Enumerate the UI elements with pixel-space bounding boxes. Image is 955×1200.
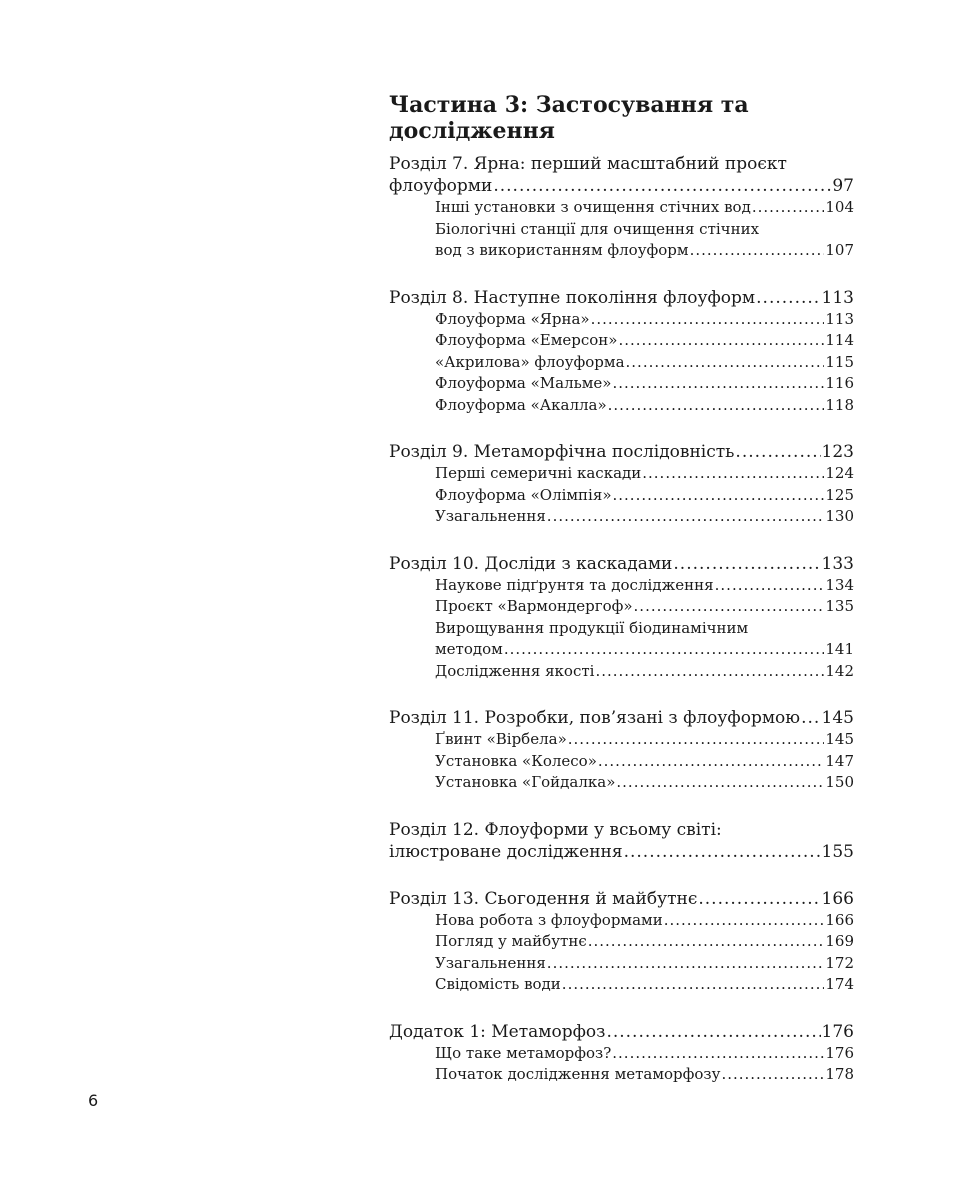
dot-leader [588, 931, 825, 953]
entry-title: Узагальнення [435, 507, 546, 525]
entry-page: 113 [821, 287, 854, 308]
dot-leader [673, 553, 820, 575]
entry-page: 104 [825, 198, 854, 216]
table-of-contents [389, 153, 854, 1111]
section-row [389, 910, 854, 932]
dot-leader [642, 463, 824, 485]
section-row [389, 639, 854, 661]
section-row [389, 596, 854, 618]
entry-page: 147 [825, 751, 854, 770]
entry-page: 125 [825, 485, 854, 504]
entry-page: 178 [825, 1065, 854, 1083]
dot-leader [504, 639, 825, 661]
section-title-line: Вирощування продукції біодинамічним [435, 618, 749, 637]
dot-leader [616, 772, 824, 794]
chapter-row [389, 175, 854, 197]
entry-page: 116 [825, 374, 854, 392]
section-row [389, 352, 854, 374]
dot-leader [618, 330, 824, 352]
part-title: Частина 3: Застосування та дослідження [389, 92, 749, 144]
entry-page: 174 [825, 975, 854, 993]
entry-title: вод з використанням флоуформ [435, 241, 689, 259]
entry-title: Наукове підґрунтя та дослідження [435, 575, 714, 594]
section-row [389, 931, 854, 953]
chapter-row [389, 1021, 854, 1043]
entry-page: 172 [825, 953, 854, 972]
dot-leader [613, 485, 825, 507]
entry-title: Ґвинт «Вірбела» [435, 730, 567, 748]
dot-leader [715, 575, 825, 597]
entry-title: Додаток 1: Метаморфоз [389, 1021, 606, 1042]
entry-page: 130 [825, 507, 854, 525]
chapter-block [389, 1021, 854, 1086]
section-row [389, 309, 854, 331]
entry-title: Флоуформа «Олімпія» [435, 485, 612, 504]
dot-leader [626, 352, 825, 374]
entry-page: 141 [825, 640, 854, 658]
entry-title: Флоуформа «Акалла» [435, 395, 607, 414]
section-row [389, 506, 854, 528]
chapter-block [389, 888, 854, 996]
entry-page: 97 [832, 176, 854, 196]
entry-title: Розділ 9. Метаморфічна послідовність [389, 442, 735, 462]
entry-title: Початок дослідження метаморфозу [435, 1065, 721, 1083]
section-title-line: Біологічні станції для очищення стічних [435, 219, 760, 238]
section-row [389, 1043, 854, 1065]
chapter-row [389, 888, 854, 910]
chapter-row [389, 553, 854, 575]
entry-title: Перші семеричні каскади [435, 464, 642, 482]
chapter-title-line: Розділ 12. Флоуформи у всьому світі: [389, 819, 722, 840]
chapter-title-line: Розділ 7. Ярна: перший масштабний проєкт [389, 154, 787, 174]
dot-leader [634, 596, 825, 618]
entry-page: 114 [825, 331, 854, 349]
entry-title: Розділ 8. Наступне покоління флоуформ [389, 287, 756, 308]
dot-leader [756, 287, 820, 309]
dot-leader [598, 751, 824, 773]
entry-page: 155 [821, 841, 854, 862]
dot-leader [591, 309, 825, 331]
entry-title: Розділ 10. Досліди з каскадами [389, 553, 673, 574]
chapter-block [389, 819, 854, 863]
dot-leader [612, 373, 824, 395]
dot-leader [568, 729, 825, 751]
chapter-row [389, 441, 854, 463]
entry-title: Розділ 11. Розробки, пов’язані з флоуформою [389, 708, 801, 728]
section-row [389, 953, 854, 975]
dot-leader [752, 197, 825, 219]
chapter-row [389, 841, 854, 863]
chapter-block [389, 287, 854, 417]
entry-title: Розділ 13. Сьогодення й майбутнє [389, 888, 698, 909]
dot-leader [606, 1021, 820, 1043]
entry-page: 166 [821, 888, 854, 909]
dot-leader [595, 661, 824, 683]
chapter-block [389, 441, 854, 528]
entry-page: 124 [825, 464, 854, 482]
entry-page: 107 [825, 241, 854, 259]
entry-page: 115 [825, 352, 854, 371]
section-row [389, 463, 854, 485]
entry-title: флоуформи [389, 176, 493, 196]
dot-leader [801, 707, 820, 729]
page-number: 6 [88, 1091, 99, 1110]
dot-leader [698, 888, 820, 910]
section-row [389, 1064, 854, 1086]
entry-title: Що таке метаморфоз? [435, 1043, 612, 1062]
entry-page: 134 [825, 575, 854, 594]
section-row [389, 395, 854, 417]
dot-leader [608, 395, 825, 417]
dot-leader [721, 1064, 824, 1086]
entry-title: Узагальнення [435, 953, 546, 972]
section-row [389, 575, 854, 597]
entry-title: «Акрилова» флоуформа [435, 352, 625, 371]
entry-page: 176 [825, 1043, 854, 1062]
entry-page: 169 [825, 932, 854, 950]
entry-title: Флоуформа «Ярна» [435, 309, 590, 328]
entry-page: 123 [821, 442, 854, 462]
dot-leader [664, 910, 825, 932]
section-row [389, 661, 854, 683]
entry-title: Установка «Гойдалка» [435, 773, 616, 791]
entry-page: 118 [825, 395, 854, 414]
entry-page: 135 [825, 597, 854, 615]
entry-page: 150 [825, 773, 854, 791]
section-row [389, 485, 854, 507]
entry-title: Дослідження якості [435, 661, 595, 680]
section-row [389, 751, 854, 773]
chapter-row [389, 287, 854, 309]
section-row [389, 772, 854, 794]
entry-title: Флоуформа «Емерсон» [435, 331, 618, 349]
dot-leader [562, 974, 825, 996]
section-row [389, 240, 854, 262]
section-row [389, 974, 854, 996]
dot-leader [493, 175, 831, 197]
entry-title: ілюстроване дослідження [389, 841, 623, 862]
dot-leader [624, 841, 821, 863]
entry-page: 142 [825, 661, 854, 680]
section-row [389, 197, 854, 219]
chapter-block [389, 153, 854, 262]
entry-page: 176 [821, 1021, 854, 1042]
entry-title: методом [435, 640, 503, 658]
dot-leader [547, 506, 825, 528]
entry-title: Установка «Колесо» [435, 751, 597, 770]
dot-leader [547, 953, 825, 975]
dot-leader [690, 240, 825, 262]
entry-page: 145 [825, 730, 854, 748]
entry-title: Проєкт «Вармондергоф» [435, 597, 633, 615]
section-row [389, 373, 854, 395]
entry-page: 166 [825, 910, 854, 929]
entry-title: Свідомість води [435, 975, 561, 993]
entry-title: Флоуформа «Мальме» [435, 374, 612, 392]
chapter-row [389, 707, 854, 729]
section-row [389, 330, 854, 352]
dot-leader [735, 441, 820, 463]
entry-page: 113 [825, 309, 854, 328]
section-row [389, 729, 854, 751]
chapter-block [389, 707, 854, 794]
chapter-block [389, 553, 854, 683]
entry-title: Інші установки з очищення стічних вод [435, 198, 751, 216]
entry-page: 133 [821, 553, 854, 574]
entry-title: Нова робота з флоуформами [435, 910, 663, 929]
entry-page: 145 [821, 708, 854, 728]
dot-leader [612, 1043, 824, 1065]
entry-title: Погляд у майбутнє [435, 932, 587, 950]
